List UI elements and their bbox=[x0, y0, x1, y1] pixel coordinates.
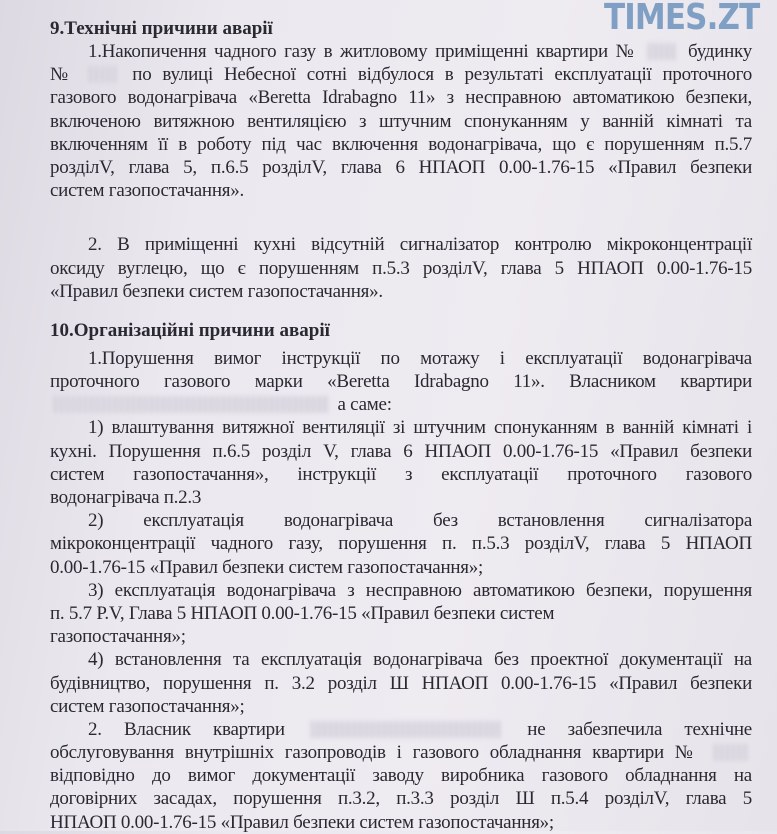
section-heading: 10.Організаційні причини аварії bbox=[50, 319, 330, 341]
text-segment: будівництво, порушення п. 3.2 розділ Ш НПАОП 0.00-1.76-15 «Правил безпеки bbox=[50, 672, 752, 694]
redacted-region bbox=[311, 721, 501, 738]
text-segment: договірних засадах, порушення п.3.2, п.3.3 розділ Ш п.5.4 розділV, глава 5 bbox=[50, 788, 752, 810]
text-segment: «Правил безпеки систем газопостачання». bbox=[50, 280, 383, 302]
text-line bbox=[50, 579, 752, 602]
text-segment: відповідно до вимог документації заводу виробника газового обладнання на bbox=[50, 765, 752, 787]
text-line bbox=[50, 602, 752, 625]
text-line bbox=[50, 347, 752, 370]
text-segment: водонагрівача п.2.3 bbox=[50, 487, 202, 508]
text-segment: НПАОП 0.00-1.76-15 «Правил безпеки систем газопостачання»; bbox=[50, 811, 554, 833]
text-segment: 2. Власник квартири bbox=[88, 718, 285, 740]
text-line bbox=[50, 416, 752, 439]
text-line bbox=[50, 110, 752, 133]
text-line bbox=[50, 648, 752, 671]
text-line bbox=[50, 440, 752, 463]
redacted-region bbox=[648, 43, 676, 60]
text-line bbox=[50, 741, 752, 764]
text-segment: не забезпечила технічне bbox=[527, 718, 752, 740]
text-segment: розділV, глава 5, п.6.5 розділV, глава 6 НПАОП 0.00-1.76-15 «Правил безпеки bbox=[50, 156, 752, 178]
text-line bbox=[50, 156, 752, 179]
text-segment: систем газопостачання». bbox=[50, 180, 245, 202]
text-segment: проточного газового марки «Beretta Idrabagno 11». Власником квартири bbox=[50, 371, 752, 393]
text-line bbox=[50, 40, 752, 63]
text-segment: будинку bbox=[688, 41, 753, 62]
redacted-region bbox=[714, 744, 748, 761]
text-segment: а саме: bbox=[337, 394, 392, 416]
text-segment: № bbox=[50, 64, 75, 86]
redacted-region bbox=[54, 396, 329, 413]
text-line bbox=[50, 486, 752, 509]
text-line bbox=[50, 63, 752, 86]
text-segment: кухні. Порушення п.6.5 розділ V, глава 6 НПАОП 0.00-1.76-15 «Правил безпеки bbox=[50, 440, 752, 462]
text-segment: 1) влаштування витяжної вентиляції зі штучним спонуканням в ванній кімнаті і bbox=[88, 417, 752, 439]
text-segment: 1.Накопичення чадного газу в житловому приміщенні квартири № bbox=[88, 41, 637, 62]
text-segment: по вулиці Небесної сотні відбулося в результаті експлуатації проточного bbox=[132, 64, 752, 86]
text-segment: 3) експлуатація водонагрівача з несправною автоматикою безпеки, порушення bbox=[88, 579, 752, 601]
text-segment: газового водонагрівача «Beretta Idrabagno 11» з несправною автоматикою безпеки, bbox=[50, 87, 752, 109]
text-line bbox=[50, 764, 752, 787]
text-line bbox=[50, 625, 752, 648]
text-segment: 1.Порушення вимог інструкції по мотажу і експлуатації водонагрівача bbox=[88, 347, 752, 369]
text-segment: 2. В приміщенні кухні відсутній сигналізатор контролю мікроконцентрації bbox=[88, 234, 752, 256]
text-line bbox=[50, 509, 752, 532]
text-line bbox=[50, 556, 752, 579]
text-line bbox=[50, 672, 752, 695]
section-heading: 9.Технічні причини аварії bbox=[50, 18, 273, 39]
text-line bbox=[50, 257, 752, 280]
text-segment: 2) експлуатація водонагрівача без встановлення сигналізатора bbox=[88, 510, 752, 532]
text-line bbox=[50, 179, 752, 202]
text-segment: 4) встановлення та експлуатація водонагрівача без проектної документації на bbox=[88, 649, 752, 671]
watermark-logo: TIMES.ZT bbox=[604, 0, 760, 38]
text-line bbox=[50, 811, 752, 834]
text-segment: включенням її в роботу під час включення водонагрівача, що є порушенням п.5.7 bbox=[50, 133, 752, 155]
redacted-region bbox=[89, 66, 117, 83]
text-line bbox=[50, 393, 752, 416]
text-segment: систем газопостачання», інструкції з експлуатації проточного газового bbox=[50, 463, 752, 485]
text-line bbox=[50, 133, 752, 156]
text-line bbox=[50, 280, 752, 303]
text-segment: включеною витяжною вентиляцією з штучним спонуканням у ванній кімнаті та bbox=[50, 110, 752, 132]
text-segment: мікроконцентрації чадного газу, порушення п. п.5.3 розділV, глава 5 НПАОП bbox=[50, 533, 752, 555]
text-line bbox=[50, 718, 752, 741]
text-segment: 0.00-1.76-15 «Правил безпеки систем газопостачання»; bbox=[50, 556, 484, 578]
text-line bbox=[50, 370, 752, 393]
text-segment: п. 5.7 Р.V, Глава 5 НПАОП 0.00-1.76-15 «Правил безпеки систем bbox=[50, 602, 555, 624]
text-segment: газопостачання»; bbox=[50, 626, 186, 648]
text-line bbox=[50, 532, 752, 555]
text-segment: обслуговування внутрішніх газопроводів і газового обладнання квартири № bbox=[50, 742, 700, 764]
text-segment: оксиду вуглецю, що є порушенням п.5.3 розділV, глава 5 НПАОП 0.00-1.76-15 bbox=[50, 257, 752, 279]
text-segment: систем газопостачання»; bbox=[50, 695, 245, 717]
document-page bbox=[50, 12, 752, 834]
text-line bbox=[50, 463, 752, 486]
text-line bbox=[50, 86, 752, 109]
text-line bbox=[50, 695, 752, 718]
text-line bbox=[50, 787, 752, 810]
text-line bbox=[50, 233, 752, 256]
